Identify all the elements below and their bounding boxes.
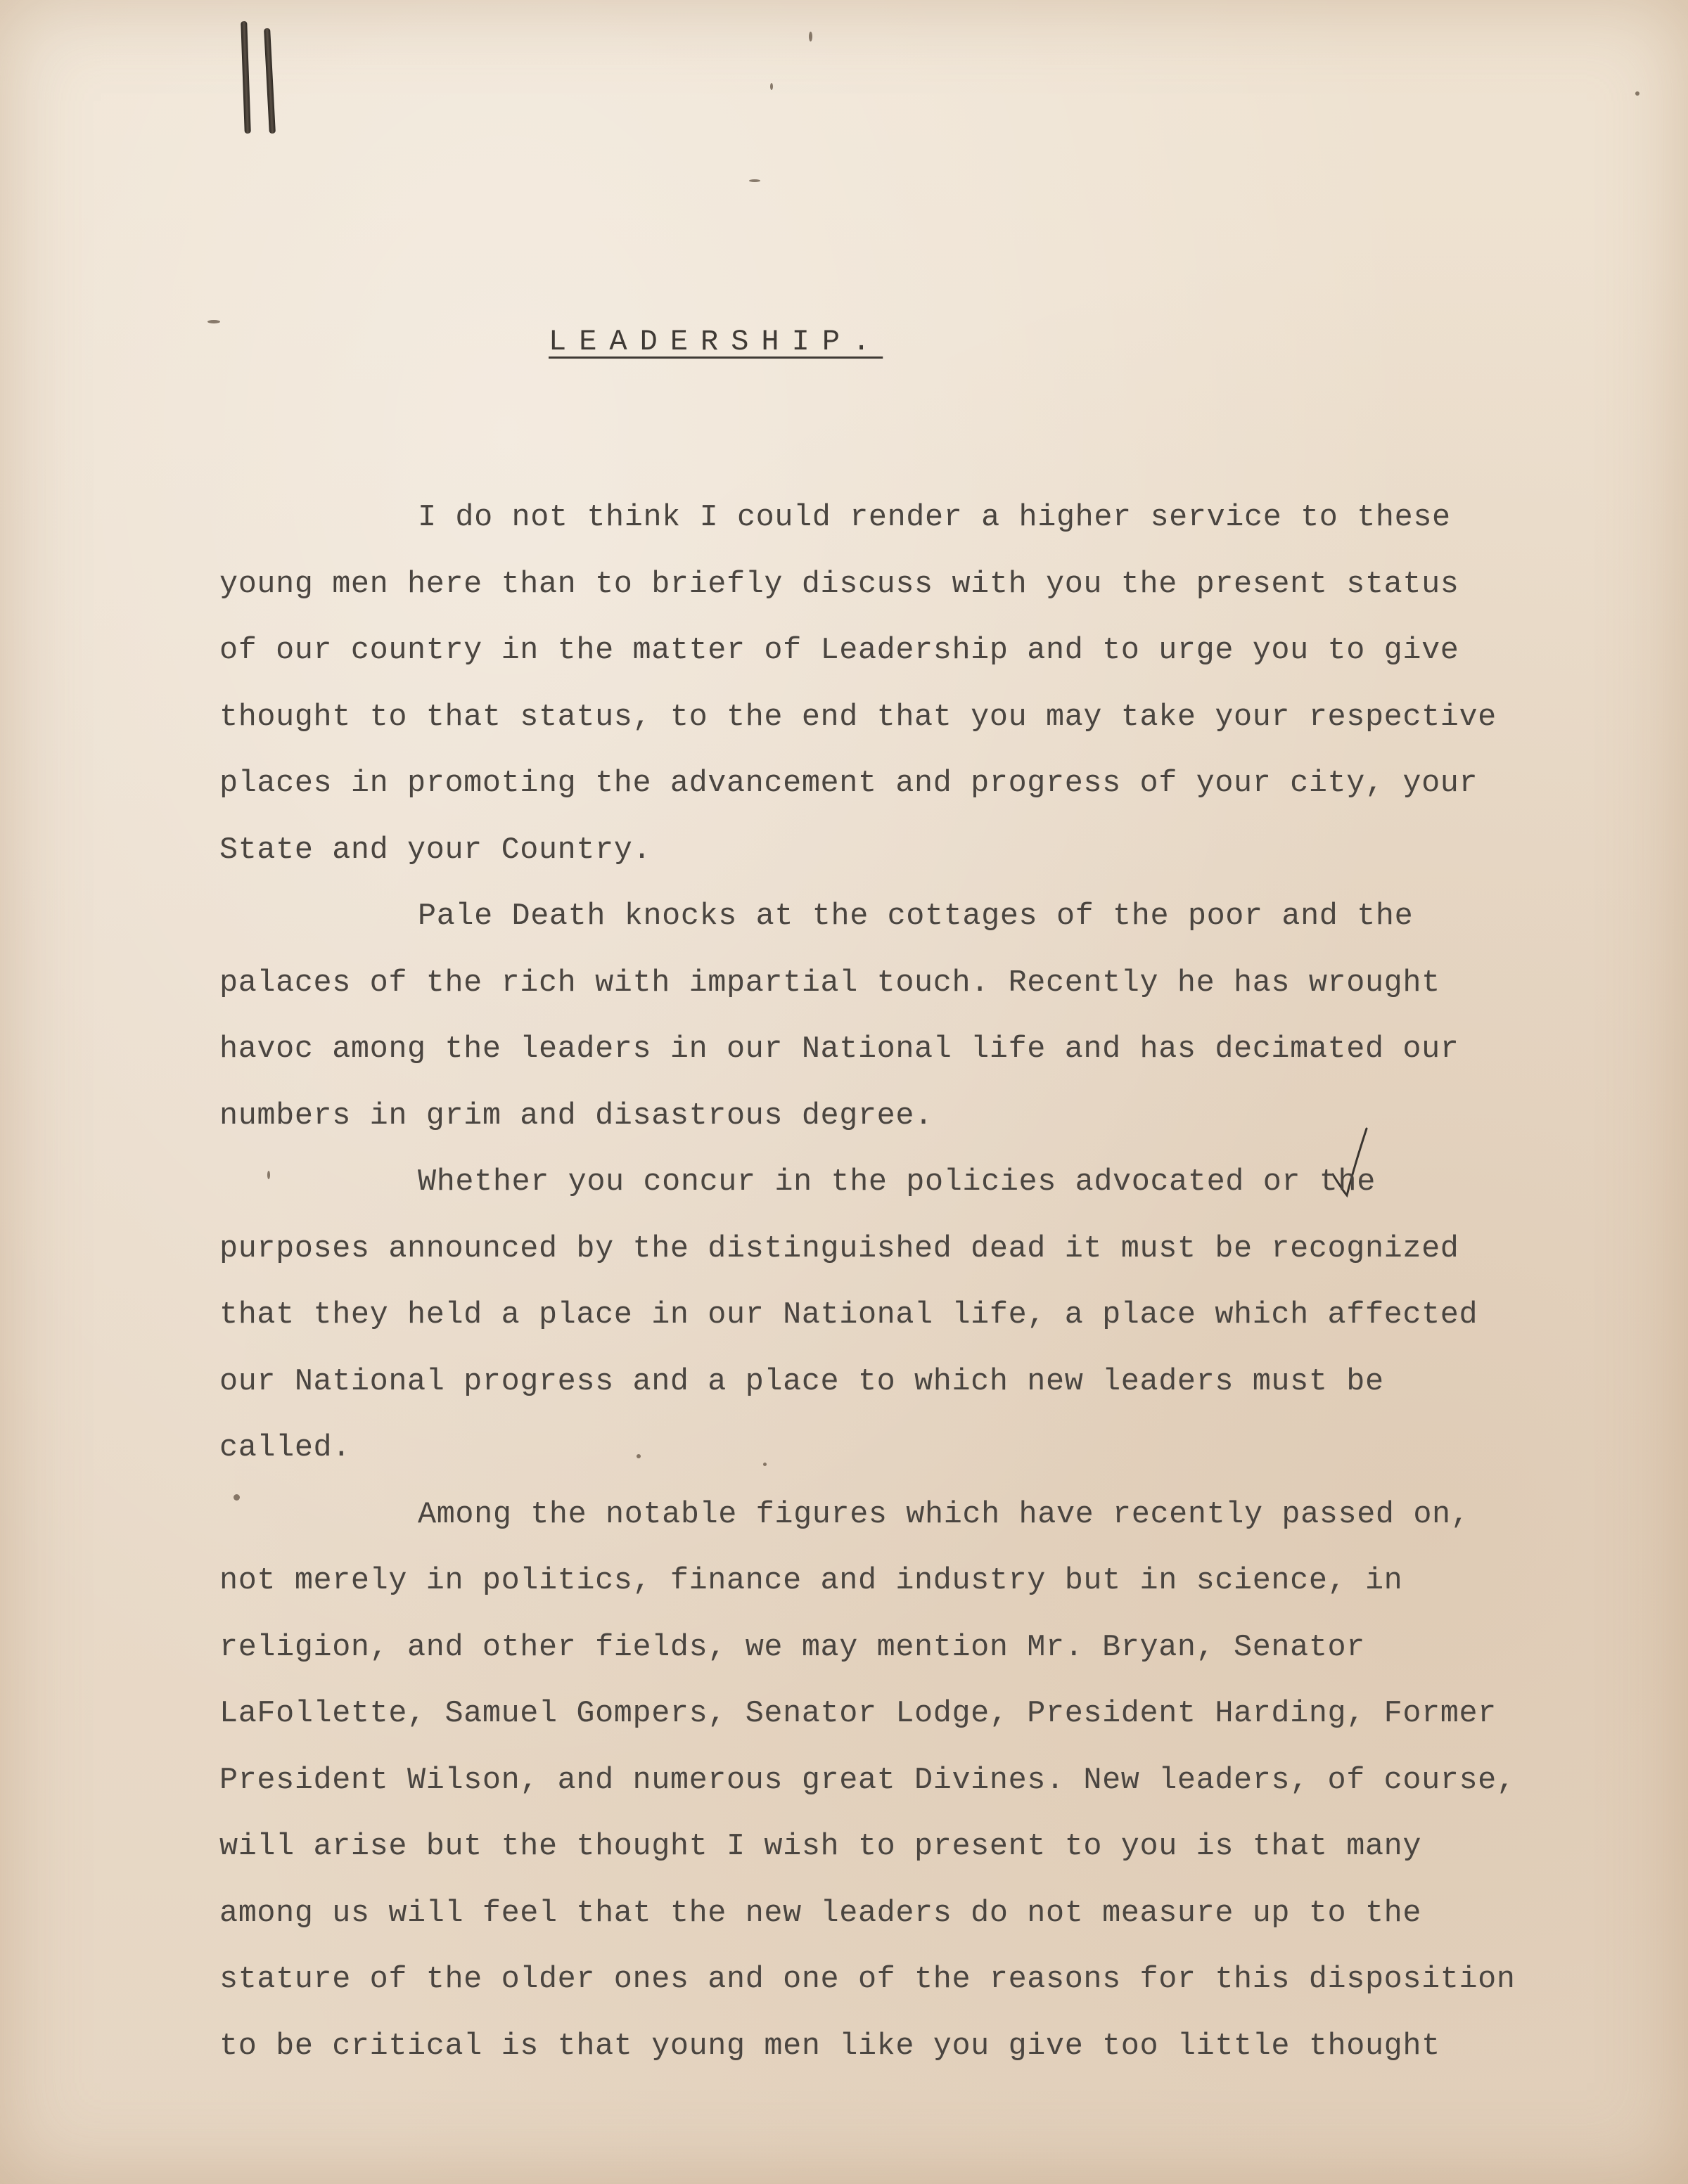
text-line: places in promoting the advancement and progress of your city, your — [219, 766, 1478, 801]
text-line: will arise but the thought I wish to present to you is that many — [219, 1830, 1422, 1864]
text-line: Pale Death knocks at the cottages of the poor and the — [418, 899, 1414, 934]
text-line: palaces of the rich with impartial touch. Recently he has wrought — [219, 965, 1440, 1001]
text-line: thought to that status, to the end that you may take your respective — [219, 700, 1497, 735]
text-line: not merely in politics, finance and industry but in science, in — [219, 1564, 1403, 1598]
text-line: stature of the older ones and one of the reasons for this disposition — [219, 1963, 1516, 1997]
text-line: purposes announced by the distinguished dead it must be recognized — [219, 1231, 1459, 1266]
text-line: of our country in the matter of Leadership and to urge you to give — [219, 634, 1459, 668]
text-line: I do not think I could render a higher service to these — [418, 501, 1451, 535]
staple-icon — [243, 21, 276, 134]
document-body — [219, 485, 1633, 2080]
text-line: Whether you concur in the policies advocated or the — [418, 1165, 1376, 1200]
text-line: called. — [219, 1431, 351, 1465]
text-line: young men here than to briefly discuss with you the present status — [219, 567, 1459, 602]
document-title: LEADERSHIP. — [549, 325, 883, 359]
text-line: havoc among the leaders in our National life and has decimated our — [219, 1032, 1459, 1067]
text-line: our National progress and a place to which new leaders must be — [219, 1364, 1384, 1399]
text-line: LaFollette, Samuel Gompers, Senator Lodge, President Harding, Former — [219, 1697, 1497, 1731]
text-line: to be critical is that young men like you give too little thought — [219, 2029, 1440, 2064]
text-line: religion, and other fields, we may mention Mr. Bryan, Senator — [219, 1630, 1365, 1665]
text-line: State and your Country. — [219, 833, 652, 868]
text-line: numbers in grim and disastrous degree. — [219, 1098, 933, 1133]
text-line: among us will feel that the new leaders do not measure up to the — [219, 1896, 1422, 1931]
text-line: President Wilson, and numerous great Divines. New leaders, of course, — [219, 1763, 1516, 1798]
text-line: that they held a place in our National life, a place which affected — [219, 1298, 1478, 1332]
text-line: Among the notable figures which have recently passed on, — [418, 1497, 1470, 1532]
